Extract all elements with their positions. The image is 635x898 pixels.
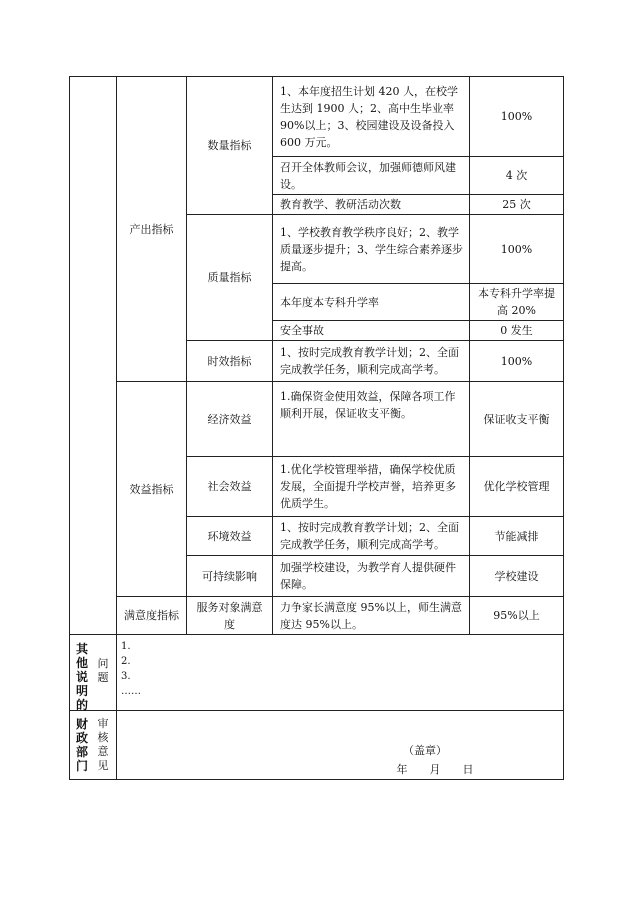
subcategory-quantity: 数量指标 bbox=[207, 139, 252, 152]
table-border-left bbox=[69, 76, 70, 780]
finance-review-sublabel: 审核意见 bbox=[97, 717, 109, 772]
row-7-desc: 1、按时完成教育教学计划；2、全面完成教学任务，顺利完成高学考。 bbox=[280, 346, 459, 376]
other-notes-label: 其他说明的 bbox=[75, 642, 88, 712]
subcategory-environment: 环境效益 bbox=[207, 529, 252, 543]
row-4-desc: 1、学校教育教学秩序良好；2、教学质量逐步提升；3、学生综合素养逐步提高。 bbox=[280, 225, 463, 273]
row-6-value: 0 发生 bbox=[500, 324, 533, 337]
category-benefit: 效益指标 bbox=[129, 482, 174, 496]
list-item: …… bbox=[121, 686, 141, 697]
row-12-value: 95%以上 bbox=[493, 609, 540, 622]
row-12-desc: 力争家长满意度 95%以上，师生满意度达 95%以上。 bbox=[280, 600, 462, 631]
row-1-desc: 1、本年度招生计划 420 人，在校学生达到 1900 人；2、高中生毕业率 90%以上；3、校园建设及设备投入 600 万元。 bbox=[280, 84, 458, 149]
row-9-desc: 1.优化学校管理举措，确保学校优质发展，全面提升学校声誉，培养更多优质学生。 bbox=[280, 463, 456, 510]
row-11-value: 学校建设 bbox=[494, 569, 539, 583]
row-3-value: 25 次 bbox=[502, 198, 531, 211]
date-text: 年 月 日 bbox=[396, 763, 474, 776]
other-notes-sublabel: 问题 bbox=[97, 657, 109, 684]
row-5-desc: 本年度本专科升学率 bbox=[280, 295, 379, 309]
row-6-desc: 安全事故 bbox=[280, 324, 324, 337]
list-item: 3. bbox=[121, 671, 131, 682]
row-7-value: 100% bbox=[500, 354, 533, 368]
subcategory-timeliness: 时效指标 bbox=[207, 354, 252, 368]
row-5-value bbox=[470, 284, 563, 320]
list-item: 2. bbox=[121, 656, 131, 667]
subcategory-quality: 质量指标 bbox=[207, 271, 252, 284]
row-8-desc: 1.确保资金使用效益，保障各项工作顺利开展，保证收支平衡。 bbox=[280, 390, 456, 420]
other-notes-list bbox=[121, 639, 141, 699]
subcategory-sustainability: 可持续影响 bbox=[202, 569, 257, 583]
row-11-desc: 加强学校建设，为教学育人提供硬件保障。 bbox=[280, 561, 456, 591]
row-8-value: 保证收支平衡 bbox=[483, 412, 550, 426]
finance-dept-label: 财政部门 bbox=[75, 717, 88, 773]
row-3-desc: 教育教学、教研活动次数 bbox=[280, 198, 401, 211]
category-satisfaction: 满意度指标 bbox=[124, 609, 179, 622]
row-2-value: 4 次 bbox=[505, 169, 528, 182]
row-4-value: 100% bbox=[500, 242, 533, 256]
row-10-value: 节能减排 bbox=[494, 529, 539, 543]
row-5-value-text: 本专科升学率提高 20% bbox=[478, 287, 555, 317]
row-2-desc: 召开全体教师会议，加强师德师风建设。 bbox=[280, 160, 456, 191]
seal-text: （盖章） bbox=[403, 744, 447, 757]
subcategory-economic: 经济效益 bbox=[207, 412, 252, 426]
table-border-right bbox=[563, 76, 564, 780]
subcategory-social: 社会效益 bbox=[207, 480, 252, 493]
subcategory-service-label: 服务对象满意度 bbox=[196, 600, 263, 631]
list-item: 1. bbox=[121, 641, 131, 652]
row-10-desc: 1、按时完成教育教学计划；2、全面完成教学任务，顺利完成高学考。 bbox=[280, 521, 459, 551]
category-output: 产出指标 bbox=[129, 222, 174, 236]
table-border-bottom bbox=[69, 779, 564, 780]
subcategory-service bbox=[187, 597, 272, 634]
row-9-value: 优化学校管理 bbox=[483, 480, 550, 493]
row-1-value: 100% bbox=[500, 110, 533, 123]
